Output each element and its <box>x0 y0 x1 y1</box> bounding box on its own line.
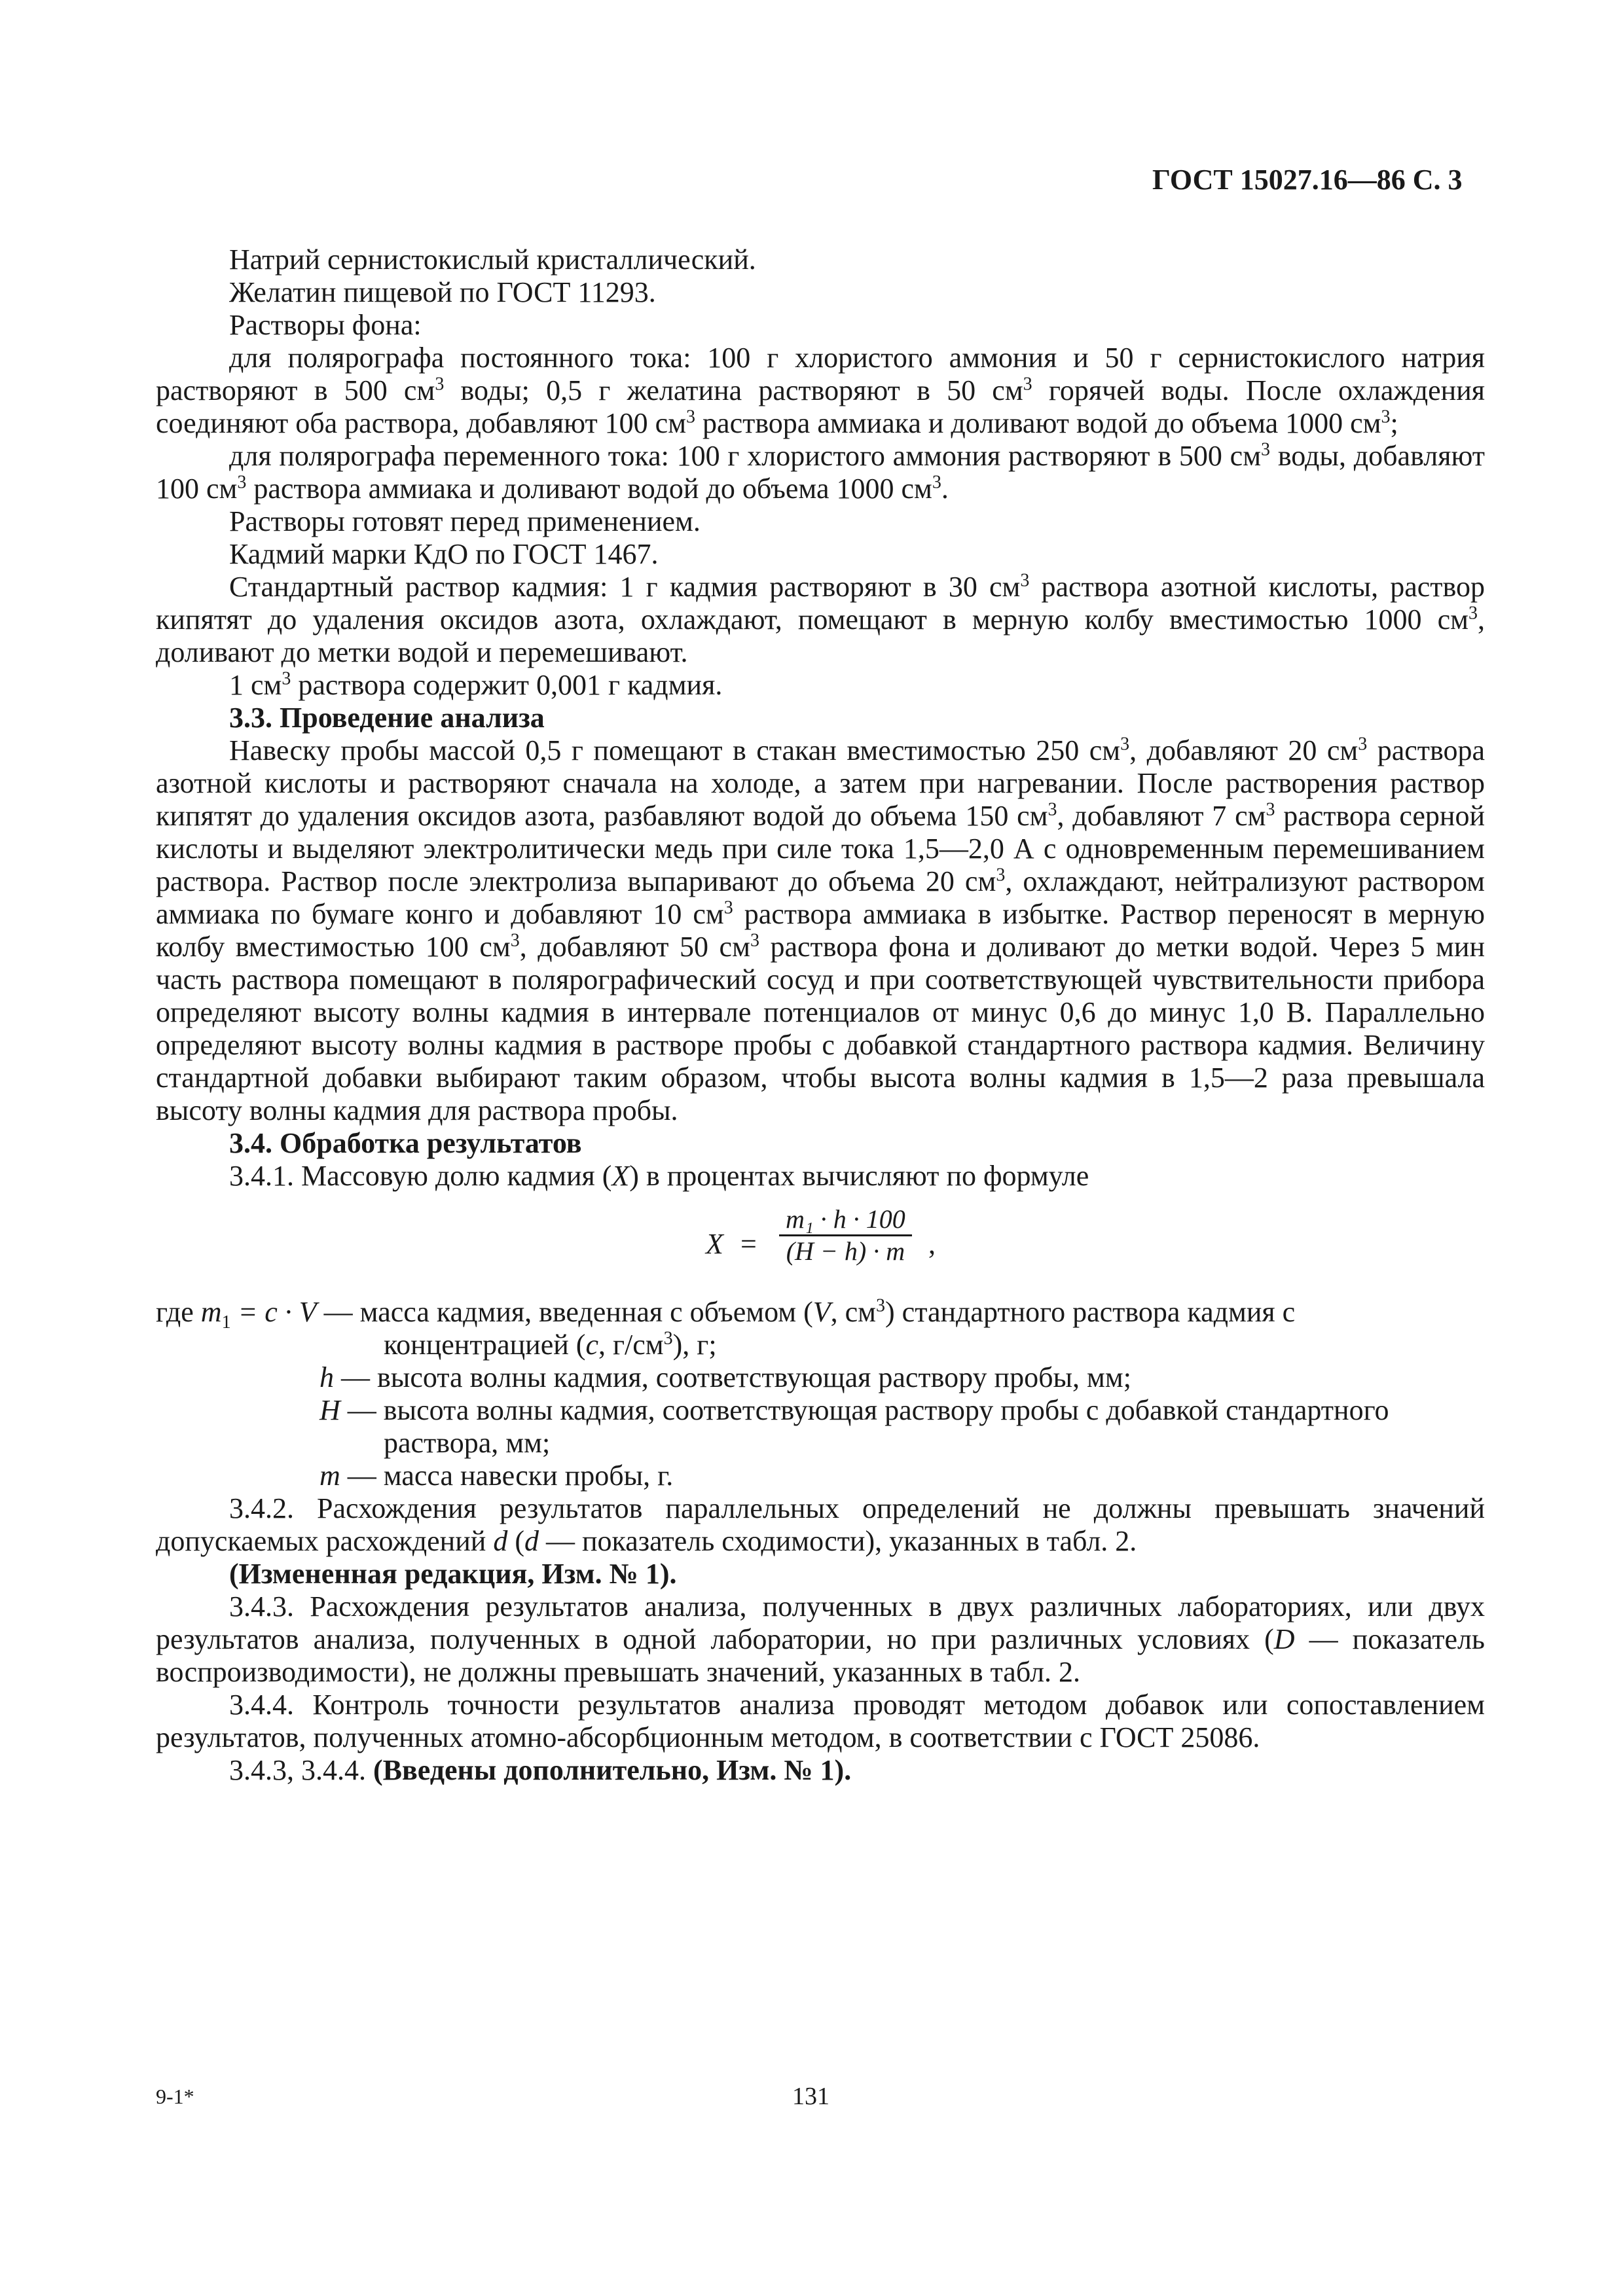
amendment-note-2: 3.4.3, 3.4.4. (Введены дополнительно, Изм. № 1). <box>229 1754 852 1786</box>
paragraph-background-solution-dc: для полярографа постоянного тока: 100 г хлористого аммония и 50 г сернистокислого натрия растворяют в 500 $см^3$ воды; 0,5 г желатина растворяют в 50 $см^3$ горячей воды. После охлаждения соединяют оба раствора, добавляют 100 $см^3$ раствора аммиака и доливают водой до объема 1000 $см^3$; <box>156 342 1485 439</box>
formula-denominator: (H − h) · m <box>779 1234 912 1266</box>
document-body <box>156 243 1485 1787</box>
paragraph: Растворы фона: <box>229 309 422 341</box>
amendment-note: (Измененная редакция, Изм. № 1). <box>229 1558 677 1590</box>
paragraph: Кадмий марки КдО по ГОСТ 1467. <box>229 538 659 570</box>
paragraph: Желатин пищевой по ГОСТ 11293. <box>229 276 656 308</box>
formula <box>156 1202 1485 1288</box>
paragraph-3-4-1: 3.4.1. Массовую долю кадмия (X) в процентах вычисляют по формуле <box>229 1160 1089 1192</box>
paragraph-3-4-3: 3.4.3. Расхождения результатов анализа, полученных в двух различных лабораториях, или двух результатов анализа, полученных в одной лаборатории, но при различных условиях (D — показатель воспроизводимости), не должны превышать значений, указанных в табл. 2. <box>156 1590 1485 1688</box>
section-heading-3-3: 3.3. Проведение анализа <box>229 702 545 734</box>
formula-numerator: m₁ · h · 100 <box>786 1204 905 1234</box>
formula-lhs: X <box>706 1228 723 1260</box>
page-header: ГОСТ 15027.16—86 С. 3 <box>1152 164 1463 196</box>
definition-h: h — высота волны кадмия, соответствующая раствору пробы, мм; <box>319 1361 1131 1393</box>
definition-m: m — масса навески пробы, г. <box>319 1460 674 1492</box>
section-heading-3-4: 3.4. Обработка результатов <box>229 1127 582 1159</box>
footer-sheet-mark: 9-1* <box>156 2085 194 2108</box>
paragraph: Натрий сернистокислый кристаллический. <box>229 243 756 276</box>
where-line: где $m_1 = c \cdot V$ — масса кадмия, введенная с объемом (V, $см^3$) стандартного раствора кадмия с <box>156 1295 1296 1333</box>
formula-comma: , <box>928 1228 936 1260</box>
where-line-continuation: концентрацией (c, $г/см^3$), г; <box>384 1328 717 1361</box>
page-number: 131 <box>792 2083 830 2110</box>
paragraph-3-4-4: 3.4.4. Контроль точности результатов анализа проводят методом добавок или сопоставлением результатов, полученных атомно-абсорбционным методом, в соответствии с ГОСТ 25086. <box>156 1689 1485 1753</box>
paragraph-standard-solution: Стандартный раствор кадмия: 1 г кадмия растворяют в 30 $см^3$ раствора азотной кислоты, раствор кипятят до удаления оксидов азота, охлаждают, помещают в мерную колбу вместимостью 1000 $см^3$, доливают до метки водой и перемешивают. <box>156 570 1485 668</box>
paragraph-background-solution-ac: для полярографа переменного тока: 100 г хлористого аммония растворяют в 500 $см^3$ воды, добавляют 100 $см^3$ раствора аммиака и доливают водой до объема 1000 $см^3$. <box>156 439 1485 505</box>
formula-equals: = <box>740 1228 757 1260</box>
definition-H: H — высота волны кадмия, соответствующая раствору пробы с добавкой стандартного <box>319 1394 1389 1426</box>
definition-H-continuation: раствора, мм; <box>384 1427 551 1459</box>
paragraph: 1 $см^3$ раствора содержит 0,001 г кадмия. <box>229 668 723 701</box>
paragraph-3-4-2: 3.4.2. Расхождения результатов параллельных определений не должны превышать значений допускаемых расхождений d (d — показатель сходимости), указанных в табл. 2. <box>156 1492 1485 1557</box>
paragraph: Растворы готовят перед применением. <box>229 505 701 537</box>
formula-fraction <box>779 1204 912 1266</box>
paragraph-analysis-procedure: Навеску пробы массой 0,5 г помещают в стакан вместимостью 250 $см^3$, добавляют 20 $см^3$ раствора азотной кислоты и растворяют сначала на холоде, а затем при нагревании. После растворения раствор кипятят до удаления оксидов азота, разбавляют водой до объема 150 $см^3$, добавляют 7 $см^3$ раствора серной кислоты и выделяют электролитически медь при силе тока 1,5—2,0 А с одновременным перемешиванием раствора. Раствор после электролиза выпаривают до объема 20 $см^3$, охлаждают, нейтрализуют раствором аммиака по бумаге конго и добавляют 10 $см^3$ раствора аммиака в избытке. Раствор переносят в мерную колбу вместимостью 100 $см^3$, добавляют 50 $см^3$ раствора фона и доливают до метки водой. Через 5 мин часть раствора помещают в полярографический сосуд и при соответствующей чувствительности прибора определяют высоту волны кадмия в интервале потенциалов от минус 0,6 до минус 1,0 В. Параллельно определяют высоту волны кадмия в растворе пробы с добавкой стандартного раствора кадмия. Величину стандартной добавки выбирают таким образом, чтобы высота волны кадмия в 1,5—2 раза превышала высоту волны кадмия для раствора пробы. <box>156 734 1486 1126</box>
